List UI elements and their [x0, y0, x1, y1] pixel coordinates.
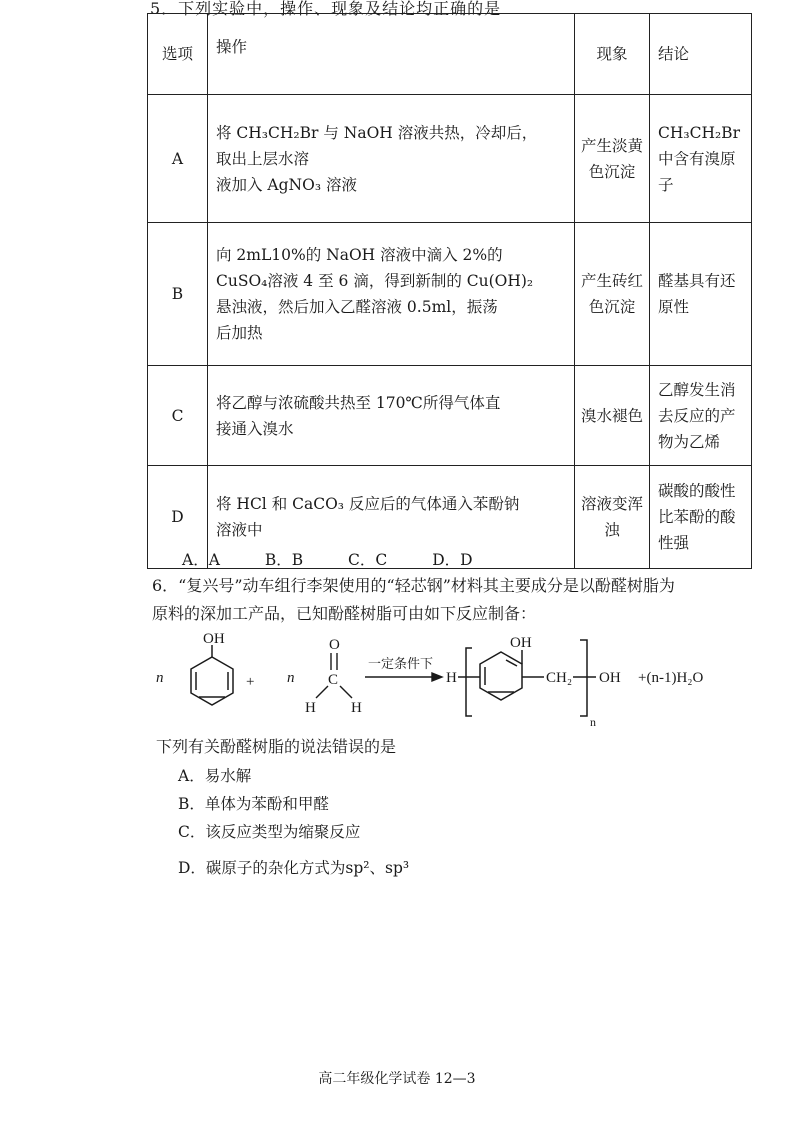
- answer-choice[interactable]: B．B: [264, 551, 304, 569]
- operation-line: 接通入溴水: [216, 419, 294, 438]
- row-conclusion: 醛基具有还原性: [650, 223, 752, 366]
- experiment-table: [147, 13, 752, 569]
- table-header-row: [148, 14, 752, 95]
- aldehyde-h-label: H: [305, 700, 316, 716]
- table-row: [148, 366, 752, 466]
- option-d[interactable]: D．碳原子的杂化方式为sp²、sp³: [178, 859, 410, 877]
- plus-sign: +: [246, 674, 255, 690]
- question-5-title: 5．下列实验中，操作、现象及结论均正确的是: [150, 0, 502, 18]
- phenol-oh-label: OH: [203, 631, 225, 647]
- option-a[interactable]: A．易水解: [178, 767, 252, 785]
- operation-line: CuSO₄溶液 4 至 6 滴，得到新制的 Cu(OH)₂: [216, 272, 534, 290]
- answer-choice[interactable]: C．C: [348, 551, 388, 569]
- coefficient-n: n: [287, 670, 295, 686]
- question-6-prompt: 下列有关酚醛树脂的说法错误的是: [156, 737, 397, 756]
- header-phenomenon: 现象: [575, 14, 650, 95]
- aldehyde-c-label: C: [328, 672, 339, 688]
- product-structure: [458, 640, 596, 716]
- row-operation: [208, 95, 575, 223]
- operation-line: 取出上层水溶: [216, 149, 310, 168]
- header-operation: 操作: [208, 14, 575, 95]
- aldehyde-o-label: O: [329, 637, 340, 653]
- coefficient-n: n: [156, 670, 164, 686]
- row-phenomenon: 溶液变浑浊: [575, 466, 650, 569]
- stem-line: 原料的深加工产品，已知酚醛树脂可由如下反应制备：: [152, 604, 537, 623]
- row-option: A: [148, 95, 208, 223]
- operation-line: 向 2mL10%的 NaOH 溶液中滴入 2%的: [216, 246, 503, 264]
- product-oh-label: OH: [510, 635, 532, 651]
- question-6-options: [178, 762, 409, 882]
- reaction-arrow: [365, 673, 442, 681]
- header-option: 选项: [148, 14, 208, 95]
- row-phenomenon: 产生淡黄色沉淀: [575, 95, 650, 223]
- row-option: B: [148, 223, 208, 366]
- operation-line: 溶液中: [216, 521, 263, 539]
- row-conclusion: 碳酸的酸性比苯酚的酸性强: [650, 466, 752, 569]
- row-conclusion: 乙醇发生消去反应的产物为乙烯: [650, 366, 752, 466]
- phenol-structure: [191, 645, 233, 705]
- row-operation: [208, 366, 575, 466]
- row-phenomenon: 溴水褪色: [575, 366, 650, 466]
- row-operation: [208, 223, 575, 366]
- operation-line: 将 HCl 和 CaCO₃ 反应后的气体通入苯酚钠: [216, 495, 520, 513]
- option-c[interactable]: C．该反应类型为缩聚反应: [178, 823, 361, 841]
- row-option: D: [148, 466, 208, 569]
- row-conclusion: CH₃CH₂Br 中含有溴原子: [650, 95, 752, 223]
- byproduct-water: +(n-1)H₂O: [638, 670, 704, 686]
- reaction-scheme: [150, 630, 750, 730]
- header-conclusion: 结论: [650, 14, 752, 95]
- operation-line: 悬浊液，然后加入乙醛溶液 0.5ml，振荡: [216, 298, 498, 316]
- option-b[interactable]: B．单体为苯酚和甲醛: [178, 795, 329, 813]
- reaction-condition: 一定条件下: [368, 656, 434, 671]
- aldehyde-h-label: H: [351, 700, 362, 716]
- answer-choice[interactable]: D．D: [432, 551, 473, 569]
- stem-line: 6．“复兴号”动车组行李架使用的“轻芯钢”材料其主要成分是以酚醛树脂为: [152, 576, 675, 595]
- question-6-stem: [152, 572, 752, 628]
- operation-line: 后加热: [216, 324, 263, 342]
- polymer-subscript-n: n: [590, 715, 596, 729]
- operation-line: 液加入 AgNO₃ 溶液: [216, 175, 357, 194]
- product-oh-end-label: OH: [599, 670, 621, 686]
- page-footer: 高二年级化学试卷 12—3: [318, 1071, 476, 1087]
- answer-choice[interactable]: A．A: [182, 551, 220, 569]
- row-option: C: [148, 366, 208, 466]
- operation-line: 将乙醇与浓硫酸共热至 170℃所得气体直: [216, 393, 501, 412]
- product-h-label: H: [446, 670, 457, 686]
- table-row: [148, 95, 752, 223]
- operation-line: 将 CH₃CH₂Br 与 NaOH 溶液共热，冷却后，: [216, 123, 538, 142]
- table-row: [148, 223, 752, 366]
- question-5-answers: [182, 548, 513, 570]
- row-phenomenon: 产生砖红色沉淀: [575, 223, 650, 366]
- product-ch2-label: CH₂: [546, 670, 573, 686]
